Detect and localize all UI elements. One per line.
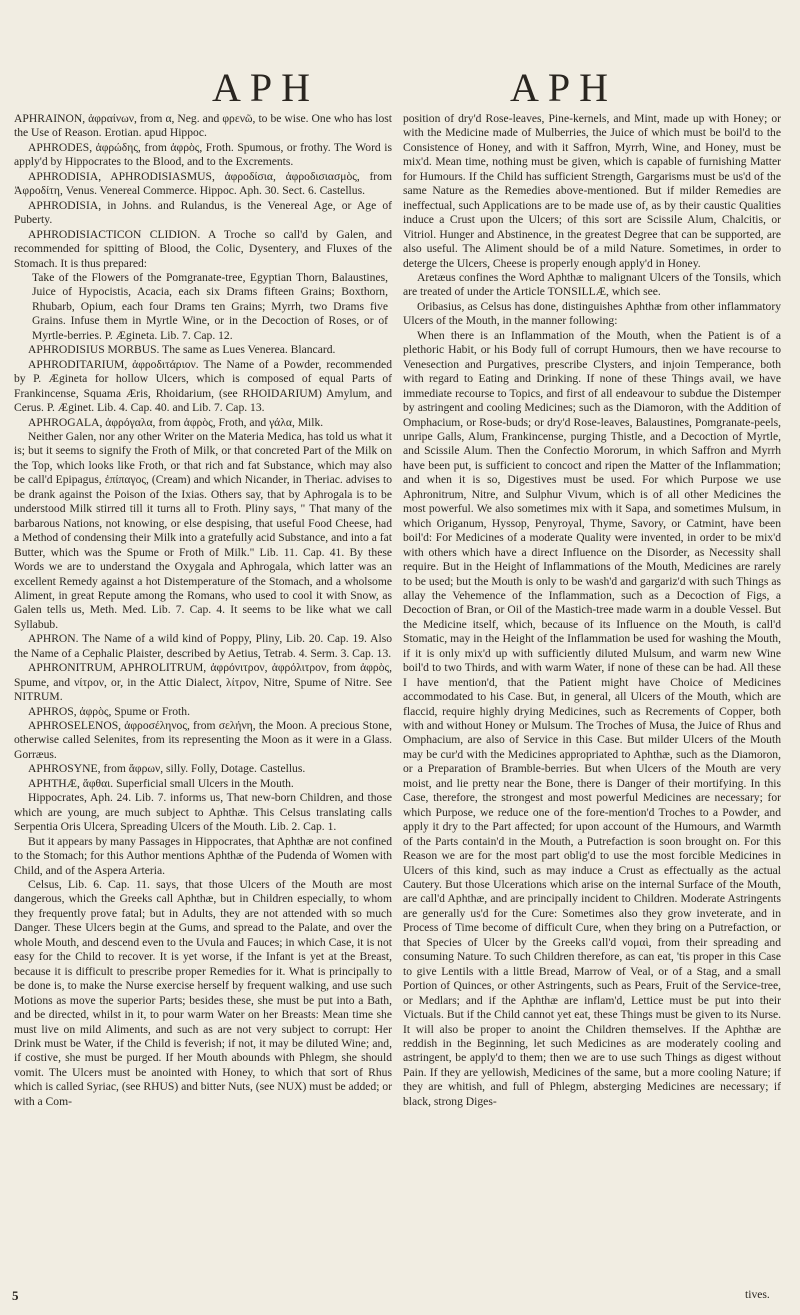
paragraph: APHRODISIACTICON CLIDION. A Troche so call'd by Galen, and recommended for spitting of Blood, the Colic, Dysentery, and Fluxes of the Stomach. It is thus prepared: xyxy=(14,227,392,270)
paragraph: APHRODITARIUM, ἀφροδιτάριον. The Name of a Powder, recommended by P. Ægineta for hollow Ulcers, which is composed of equal Parts of Frankincense, Squama Æris, Rhoidarium, (see RHOIDARIUM) Amylum, and Cerus. P. Æginet. Lib. 4. Cap. 40. and Lib. 7. Cap. 13. xyxy=(14,357,392,415)
recipe-block: Take of the Flowers of the Pomgranate-tree, Egyptian Thorn, Balaustines, Juice of Hypocistis, Acacia, each six Drams fifteen Grains; Boxthorn, Rhubarb, Opium, each four Drams ten Grains; Myrrh, two Drams five Grains. Infuse them in Myrtle Wine, or in the Decoction of Roses, or of Myrtle-berries. P. Ægineta. Lib. 7. Cap. 12. xyxy=(32,270,388,342)
paragraph: APHRODISIUS MORBUS. The same as Lues Venerea. Blancard. xyxy=(28,343,336,357)
paragraph: Aretæus confines the Word Aphthæ to malignant Ulcers of the Tonsils, which are treated of under the Article TONSILLÆ, which see. xyxy=(403,270,781,299)
paragraph: APHRONITRUM, APHROLITRUM, ἀφρόνιτρον, ἀφρόλιτρον, from ἀφρὸς, Spume, and νίτρον, or, in the Attic Dialect, λίτρον, Nitre, Spume of Nitre. See NITRUM. xyxy=(14,661,392,704)
running-head-right: APH xyxy=(510,65,618,110)
paragraph: APHROS, ἀφρὸς, Spume or Froth. xyxy=(28,704,190,718)
paragraph: When there is an Inflammation of the Mouth, when the Patient is of a plethoric Habit, or his Body full of corrupt Humours, then we have recourse to Venesection and Purgatives, prescribe Clysters, and injoin Temperance, both with regard to Eating and Drinking. If none of these Things avail, we have immediate recourse to Topics, and first of all endeavour to subdue the Distemper by astringent and cooling Medicines; such as the Diamoron, with the Addition of Omphacium, or Rose-buds; or dry'd Rose-leaves, Balaustines, Pomgranate-peels, unripe Galls, Alum, Frankincense, purging Thistle, and a Decoction of Myrtle, and Scissile Alum. Then the Confectio Mororum, in which Saffron and Myrrh have been put, is sufficient to concoct and ripen the Matter of the Inflammation; and when it is so, Digestives must be used. For which Purpose we use Aphronitrum, Nitre, and Sulphur Vivum, which is of all other Medicines the most powerful. We also sometimes mix with it Sapa, and sometimes Mulsum, in which Origanum, Hyssop, Penyroyal, Thyme, Savory, or Catmint, have been boil'd: For Medicines of a moderate Quality were invented, in order to be mix'd with others which have a direct Influence on the Disorder, as Necessity shall require. But in the Height of Inflammations of the Mouth, Medicines are rarely to be used; but the Mouth is only to be wash'd and gargariz'd with such Things as allay the Vehemence of the Inflammation, such as a Decoction of Figs, a Decoction of Bran, or Oil of the Mastich-tree made warm in a double Vessel. But the Medicine itself, which, because of its Influence on the Mouth, is call'd Stomatic, may in the Height of the Inflammation be used for washing the Mouth, if it is only mix'd up with sufficiently diluted Mulsum, and warm new Wine boil'd to two Thirds, and with warm Water, if none of these can be had. All these I have mention'd, that the Patient might have Choice of Medicines accommodated to his Case. But, in general, all Ulcers of the Mouth, which are flaccid, require highly drying Medicines, such as Recrements of Copper, both with and without Honey or Mulsum. The Troches of Musa, the Juice of Rhus and Omphacium, are also of Service in this Case. But milder Ulcers of the Mouth may be cur'd with the Medicines appropriated to Aphthæ, such as the Diamoron, or a Preparation of Bramble-berries. But when Ulcers of the Mouth are very moist, and lie pretty near the Bone, there is Danger of their mortifying. In this Case, therefore, the strongest and most powerful Medicines are necessary; for which Purpose, we reduce one of the fore-mention'd Troches to a Powder, and apply it dry to the Part affected; for upon account of the Humours, and Warmth of the Parts contain'd in the Mouth, a Putrefaction is soon brought on. For this Reason we are for the most part oblig'd to use the most forcible Medicines in Ulcers of this kind, such as may induce a Crust as effectually as the actual Cautery. But those Ulcerations which arise on the internal Surface of the Mouth, are call'd Aphthæ, and are principally incident to Children. Moderate Astringents are generally us'd for the Cure: Sometimes also they grow inveterate, and in Process of Time become of difficult Cure, when they bring on a Putrefaction, or that Species of Ulcer by the Greeks call'd νομαὶ, from their spreading and consuming Nature. To such Children therefore, as can eat, 'tis proper in this Case to give Lentils with a little Bread, Marrow of Veal, or of a Stag, and a small Portion of Quinces, or other Astringents, such as Pears, Fruit of the Service-tree, or Medlars; and if the Aphthæ are inflam'd, Lettice must be put into their Victuals. But if the Child cannot yet eat, these Things must be given to its Nurse. It will also be proper to anoint the Children themselves. If the Aphthæ are reddish in the Beginning, let such Medicines as are moderately cooling and astringent, be apply'd to them; then we are to use such Things as digest without Pain. If they are yellowish, Medicines of the same, but a more cooling Nature; if they are whitish, and full of Phlegm, absterging Medicines are necessary; if black, strong Diges- xyxy=(403,328,781,1108)
paragraph: Hippocrates, Aph. 24. Lib. 7. informs us, That new-born Children, and those which are young, are much subject to Aphthæ. This Celsus translating calls Serpentia Oris Ulcera, Spreading Ulcers of the Mouth. Lib. 2. Cap. 1. xyxy=(14,791,392,834)
paragraph: APHRODES, ἀφρώδης, from ἀφρὸς, Froth. Spumous, or frothy. The Word is apply'd by Hippocrates to the Blood, and to the Excrements. xyxy=(14,140,392,169)
paragraph: APHRODISIA, in Johns. and Rulandus, is the Venereal Age, or Age of Puberty. xyxy=(14,198,392,227)
paragraph: Neither Galen, nor any other Writer on the Materia Medica, has told us what it is; but it seems to signify the Froth of Milk, or that concreted Part of the Milk on the Top, which looks like Froth, or that rich and fat Substance, which may also be call'd Epipagus, ἐπίπαγος, (Cream) and which Nicander, in Theriac. advises to be drank against the Poison of the Ixias. Others say, that by Aphrogala is to be understood Milk stirred till it turns all to Froth. Pliny says, " That many of the barbarous Nations, not knowing, or else despising, that useful Food Cheese, had a Method of condensing their Milk into a gratefully acid Substance, and into a fat Butter, which was the Spume or Froth of Milk." Lib. 11. Cap. 41. By these Words we are to understand the Oxygala and Aphrogala, which latter was an excellent Remedy against a hot Distemperature of the Stomach, and a wholsome Aliment, in great Repute among the Romans, who used to cool it with Snow, as Galen tells us, Meth. Med. Lib. 7. Cap. 4. It seems to be like what we call Syllabub. xyxy=(14,429,392,631)
right-text-column xyxy=(403,112,781,1109)
paragraph: APHRON. The Name of a wild kind of Poppy, Pliny, Lib. 20. Cap. 19. Also the Name of a Cephalic Plaister, described by Aetius, Tetrab. 4. Serm. 3. Cap. 13. xyxy=(14,632,392,660)
page-number: 5 xyxy=(12,1288,19,1303)
paragraph: Oribasius, as Celsus has done, distinguishes Aphthæ from other inflammatory Ulcers of the Mouth, in the manner following: xyxy=(403,299,781,328)
left-text-column xyxy=(14,112,392,1109)
paragraph: APHROSELENOS, ἀφροσέληνος, from σελήνη, the Moon. A precious Stone, otherwise called Selenites, from its representing the Moon as it were in a Glass. Gorræus. xyxy=(14,719,392,761)
paragraph: APHROGALA, ἀφρόγαλα, from ἀφρὸς, Froth, and γάλα, Milk. xyxy=(28,415,324,429)
paragraph: APHTHÆ, ἄφθαι. Superficial small Ulcers in the Mouth. xyxy=(28,776,294,790)
catchword: tives. xyxy=(745,1288,770,1301)
paragraph: Celsus, Lib. 6. Cap. 11. says, that those Ulcers of the Mouth are most dangerous, which the Greeks call Aphthæ, but in Children especially, to whom they frequently prove fatal; but in Adults, they are not attended with so much Danger. These Ulcers begin at the Gums, and spread to the Palate, and over the whole Mouth, and descend even to the Uvula and Fauces; in which Case, it is not easy for the Child to recover. It is yet worse, if the Infant is yet at the Breast, because it is difficult to prescribe proper Remedies for it. What is principally to be done is, to make the Nurse exercise herself by frequent walking, and use such Motions as move the superior Parts; besides these, she must be put into a Bath, and be directed, whilst in it, to pour warm Water on her Breasts: Mean time she must live on mild Aliments, and such as are not very subject to corrupt: Her Drink must be Water, if the Child is feverish; if not, it may be diluted Wine; and, if costive, she must be purged. If her Mouth abounds with Phlegm, she should vomit. The Ulcers must be anointed with Honey, to which that sort of Rhus which is called Syriac, (see RHUS) and bitter Nuts, (see NUX) must be added; or with a Com- xyxy=(14,878,392,1108)
paragraph: But it appears by many Passages in Hippocrates, that Aphthæ are not confined to the Stomach; for this Author mentions Aphthæ of the Pudenda of Women with Child, and of the Aspera Arteria. xyxy=(14,834,392,877)
paragraph: APHRODISIA, APHRODISIASMUS, ἀφροδίσια, ἀφροδισιασμὸς, from Ἀφροδίτη, Venus. Venereal Commerce. Hippoc. Aph. 30. Sect. 6. Castellus. xyxy=(14,169,392,198)
running-head-left: APH xyxy=(212,65,320,110)
paragraph: APHRAINON, ἀφραίνων, from α, Neg. and φρενῶ, to be wise. One who has lost the Use of Reason. Erotian. apud Hippoc. xyxy=(14,112,392,140)
paragraph: position of dry'd Rose-leaves, Pine-kernels, and Mint, made up with Honey; or with the Medicine made of Mulberries, the Juice of which must be boil'd to the Consistence of Honey, and with it Saffron, Myrrh, Wine, and Honey, must be mix'd. Mean time, nothing must be given, which is capable of furnishing Matter for Humours. If the Child has sufficient Strength, Gargarisms must be us'd of the same Nature as the Remedies above-mentioned. But if milder Remedies are ineffectual, such Applications are to be made use of, as by their caustic Qualities induce a Crust upon the Ulcers; of this sort are Scissile Alum, Chalcitis, or Vitriol. Hunger and Abstinence, in the greatest Degree that can be supported, are also useful. The Aliment should be of a mild Nature. Sometimes, in order to deterge the Ulcers, Cheese is properly enough apply'd in Honey. xyxy=(403,112,781,270)
paragraph: APHROSYNE, from ἄφρων, silly. Folly, Dotage. Castellus. xyxy=(28,762,306,776)
